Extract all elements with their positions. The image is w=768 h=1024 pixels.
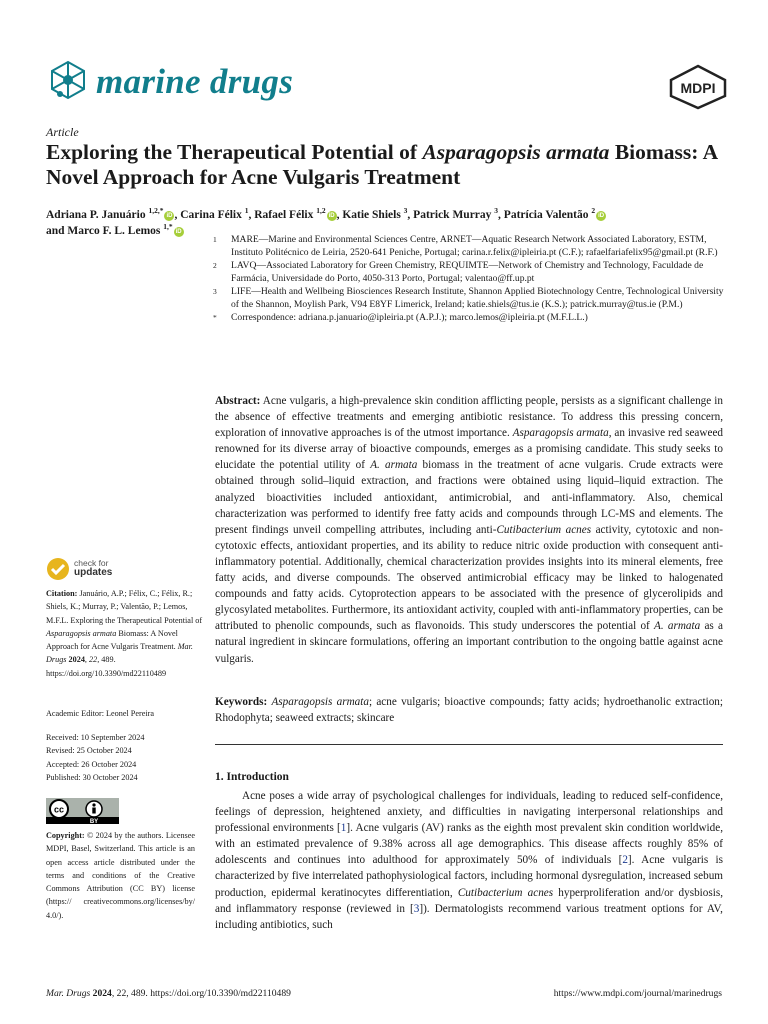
date-entry: Revised: 25 October 2024 xyxy=(46,746,132,756)
affiliation-text: Correspondence: adriana.p.januario@ipleiria.pt (A.P.J.); marco.lemos@ipleiria.pt (M.F.L.L.) xyxy=(231,312,588,323)
svg-text:BY: BY xyxy=(89,819,99,824)
author: Marco F. L. Lemos $^{1,*}$iD xyxy=(67,222,182,237)
affiliation-text: MARE—Marine and Environmental Sciences Centre, ARNET—Aquatic Research Network Associated Laboratory, ESTM, Instituto Politécnico de Leiria, 2520-641 Peniche, Portugal; carina.r.felix@ipleiria.pt (C.F.); rafaelfariafelix95@gmail.pt (R.F.) xyxy=(231,234,718,258)
check-updates-line1: check for xyxy=(74,558,109,568)
date-entry: Received: 10 September 2024 xyxy=(46,733,145,742)
reference-link[interactable]: 1 xyxy=(340,822,347,835)
cc-by-license-icon[interactable] xyxy=(46,798,119,824)
article-type: Article xyxy=(46,125,79,139)
author: Carina Félix $^1$ xyxy=(180,206,249,221)
date-entry: Accepted: 26 October 2024 xyxy=(46,759,137,769)
author: Rafael Félix $^{1,2}$iD xyxy=(254,206,335,221)
section-heading-introduction: 1. Introduction xyxy=(215,771,289,783)
journal-title: marine drugs xyxy=(96,62,294,101)
footer-journal-url[interactable]: https://www.mdpi.com/journal/marinedrugs xyxy=(553,988,722,999)
svg-text:MDPI: MDPI xyxy=(680,80,716,96)
article-title: Exploring the Therapeutical Potential of Asparagopsis armata Biomass: A Novel Approach for Acne Vulgaris Treatment xyxy=(46,140,717,189)
authors-and: and xyxy=(46,225,65,237)
orcid-icon[interactable]: iD xyxy=(328,213,335,219)
author: Adriana P. Januário $^{1,2,*}$iD xyxy=(46,206,173,221)
publication-dates xyxy=(46,731,206,784)
affiliation-number: 2 xyxy=(213,261,217,270)
author-list: Adriana P. Januário $^{1,2,*}$iD , Carina Félix $^1$, Rafael Félix $^{1,2}$iD , Katie Shiels $^3$, Patrick Murray $^3$, Patrícia Valentão $^2$iD and Marco F. L. Lemos $^{1,*}$iD xyxy=(46,206,605,237)
journal-logo-icon xyxy=(44,58,92,106)
affiliation-number: 3 xyxy=(213,287,217,296)
keywords: Keywords: Asparagopsis armata; acne vulgaris; bioactive compounds; fatty acids; hydroethanolic extraction; Rhodophyta; seaweed extracts; skincare xyxy=(215,696,723,725)
copyright-notice: Copyright: © 2024 by the authors. Licensee MDPI, Basel, Switzerland. This article is an open access article distributed under the terms and conditions of the Creative Commons Attribution (CC BY) license (https:// creativecommons.org/licenses/by/ 4.0/). xyxy=(46,831,195,920)
affiliation-text: LAVQ—Associated Laboratory for Green Chemistry, REQUIMTE—Network of Chemistry and Technology, Faculdade de Farmácia, Universidade do Porto, 4050-313 Porto, Portugal; valentao@ff.up.pt xyxy=(231,260,704,284)
reference-link[interactable]: 2 xyxy=(622,854,628,867)
check-updates-line2: updates xyxy=(74,567,113,578)
author: Patrick Murray $^3$ xyxy=(413,206,499,221)
check-updates-icon xyxy=(46,557,70,581)
svg-text:cc: cc xyxy=(53,804,65,815)
affiliation-number: * xyxy=(213,313,217,322)
abstract: Abstract: Acne vulgaris, a high-prevalence skin condition afflicting people, persists as a significant challenge in the absence of effective treatments and emerging antibiotic resistance. To address this pressing concern, exploration of innovative approaches is of the utmost importance. Asparagopsis armata, an invasive red seaweed renowned for its diverse array of bioactive compounds, emerges as a promising candidate. This study seeks to elucidate the potential utility of A. armata biomass in the treatment of acne vulgaris. Crude extracts were obtained through solid–liquid extraction, and fractions were obtained using liquid–liquid extraction. The analyzed bioactivities included antioxidant, antimicrobial, and anti-inflammatory. Also, chemical characterization was performed to identify free fatty acids and compounds through LC-MS and elements. The present findings unveil compelling attributes, including anti-Cutibacterium acnes activity, cytotoxic and non-cytotoxic effects, antioxidant properties, and its ability to reduce nitric oxide production with consequent anti-inflammatory potential. Additionally, chemical characterization provides insights into its mineral elements, free fatty acids, and diverse compounds. The observed antimicrobial efficacy may be linked to halogenated compounds and fatty acids. Cytoprotection appears to be associated with the presence of glycerolipids and glycosylated metabolites. Furthermore, its antioxidant activity, coupled with anti-inflammatory properties, can be attributed to phenolic compounds, such as flavonoids. This study underscores the potential of A. armata as a natural ingredient in skincare formulations, offering an important contribution to the ongoing battle against acne vulgaris. xyxy=(215,395,724,665)
orcid-icon[interactable]: iD xyxy=(175,229,182,235)
affiliation-number: 1 xyxy=(213,235,217,244)
orcid-icon[interactable]: iD xyxy=(166,213,173,219)
affiliation-item xyxy=(213,311,733,324)
author: Patrícia Valentão $^2$iD xyxy=(503,206,605,221)
affiliation-item xyxy=(213,259,733,285)
citation: Citation: Januário, A.P.; Félix, C.; Félix, R.; Shiels, K.; Murray, P.; Valentão, P.; Lemos, M.F.L. Exploring the Therapeutical Potential of Asparagopsis armata Biomass: A Novel Approach for Acne Vulgaris Treatment. Mar. Drugs 2024, 22, 489. https://doi.org/10.3390/md22110489 xyxy=(46,589,203,678)
affiliation-item xyxy=(213,233,733,259)
affiliations xyxy=(213,233,733,324)
affiliation-text: LIFE—Health and Wellbeing Biosciences Research Institute, Shannon Applied Biotechnology Centre, Technological University of the Shannon, Moylish Park, V94 E8YF Limerick, Ireland; katie.shiels@tus.ie (K.S.); patrick.murray@tus.ie (P.M.) xyxy=(231,286,724,310)
introduction-paragraph: Acne poses a wide array of psychological challenges for individuals, leading to reduced self-confidence, feelings of depression, heightened anxiety, and difficulties in navigating interpersonal relationships and professional environments [1]. Acne vulgaris (AV) ranks as the eighth most prevalent skin condition worldwide, with an estimated prevalence of 9.38% across all age demographics. This disease affects roughly 85% of adolescents and continues into adulthood for approximately 50% of individuals [2]. Acne vulgaris is characterized by five interrelated pathophysiological factors, including hormonal dysregulation, increased sebum production, epidermal keratinocytes differentiation, Cutibacterium acnes hyperproliferation and/or dysbiosis, and inflammatory response (reviewed in [3]). Dermatologists recommend various treatment options for AV, including antibiotics, such xyxy=(215,790,724,931)
affiliation-item xyxy=(213,285,733,311)
orcid-icon[interactable]: iD xyxy=(598,213,605,219)
section-divider xyxy=(215,744,723,745)
check-for-updates-badge[interactable] xyxy=(46,557,156,583)
date-entry: Published: 30 October 2024 xyxy=(46,772,138,782)
footer-citation: Mar. Drugs 2024, 22, 489. https://doi.org/10.3390/md22110489 xyxy=(46,988,291,999)
publisher-logo xyxy=(667,64,729,110)
author: Katie Shiels $^3$ xyxy=(342,206,408,221)
reference-link[interactable]: 3 xyxy=(413,902,420,915)
academic-editor: Academic Editor: Leonel Pereira xyxy=(46,709,154,718)
